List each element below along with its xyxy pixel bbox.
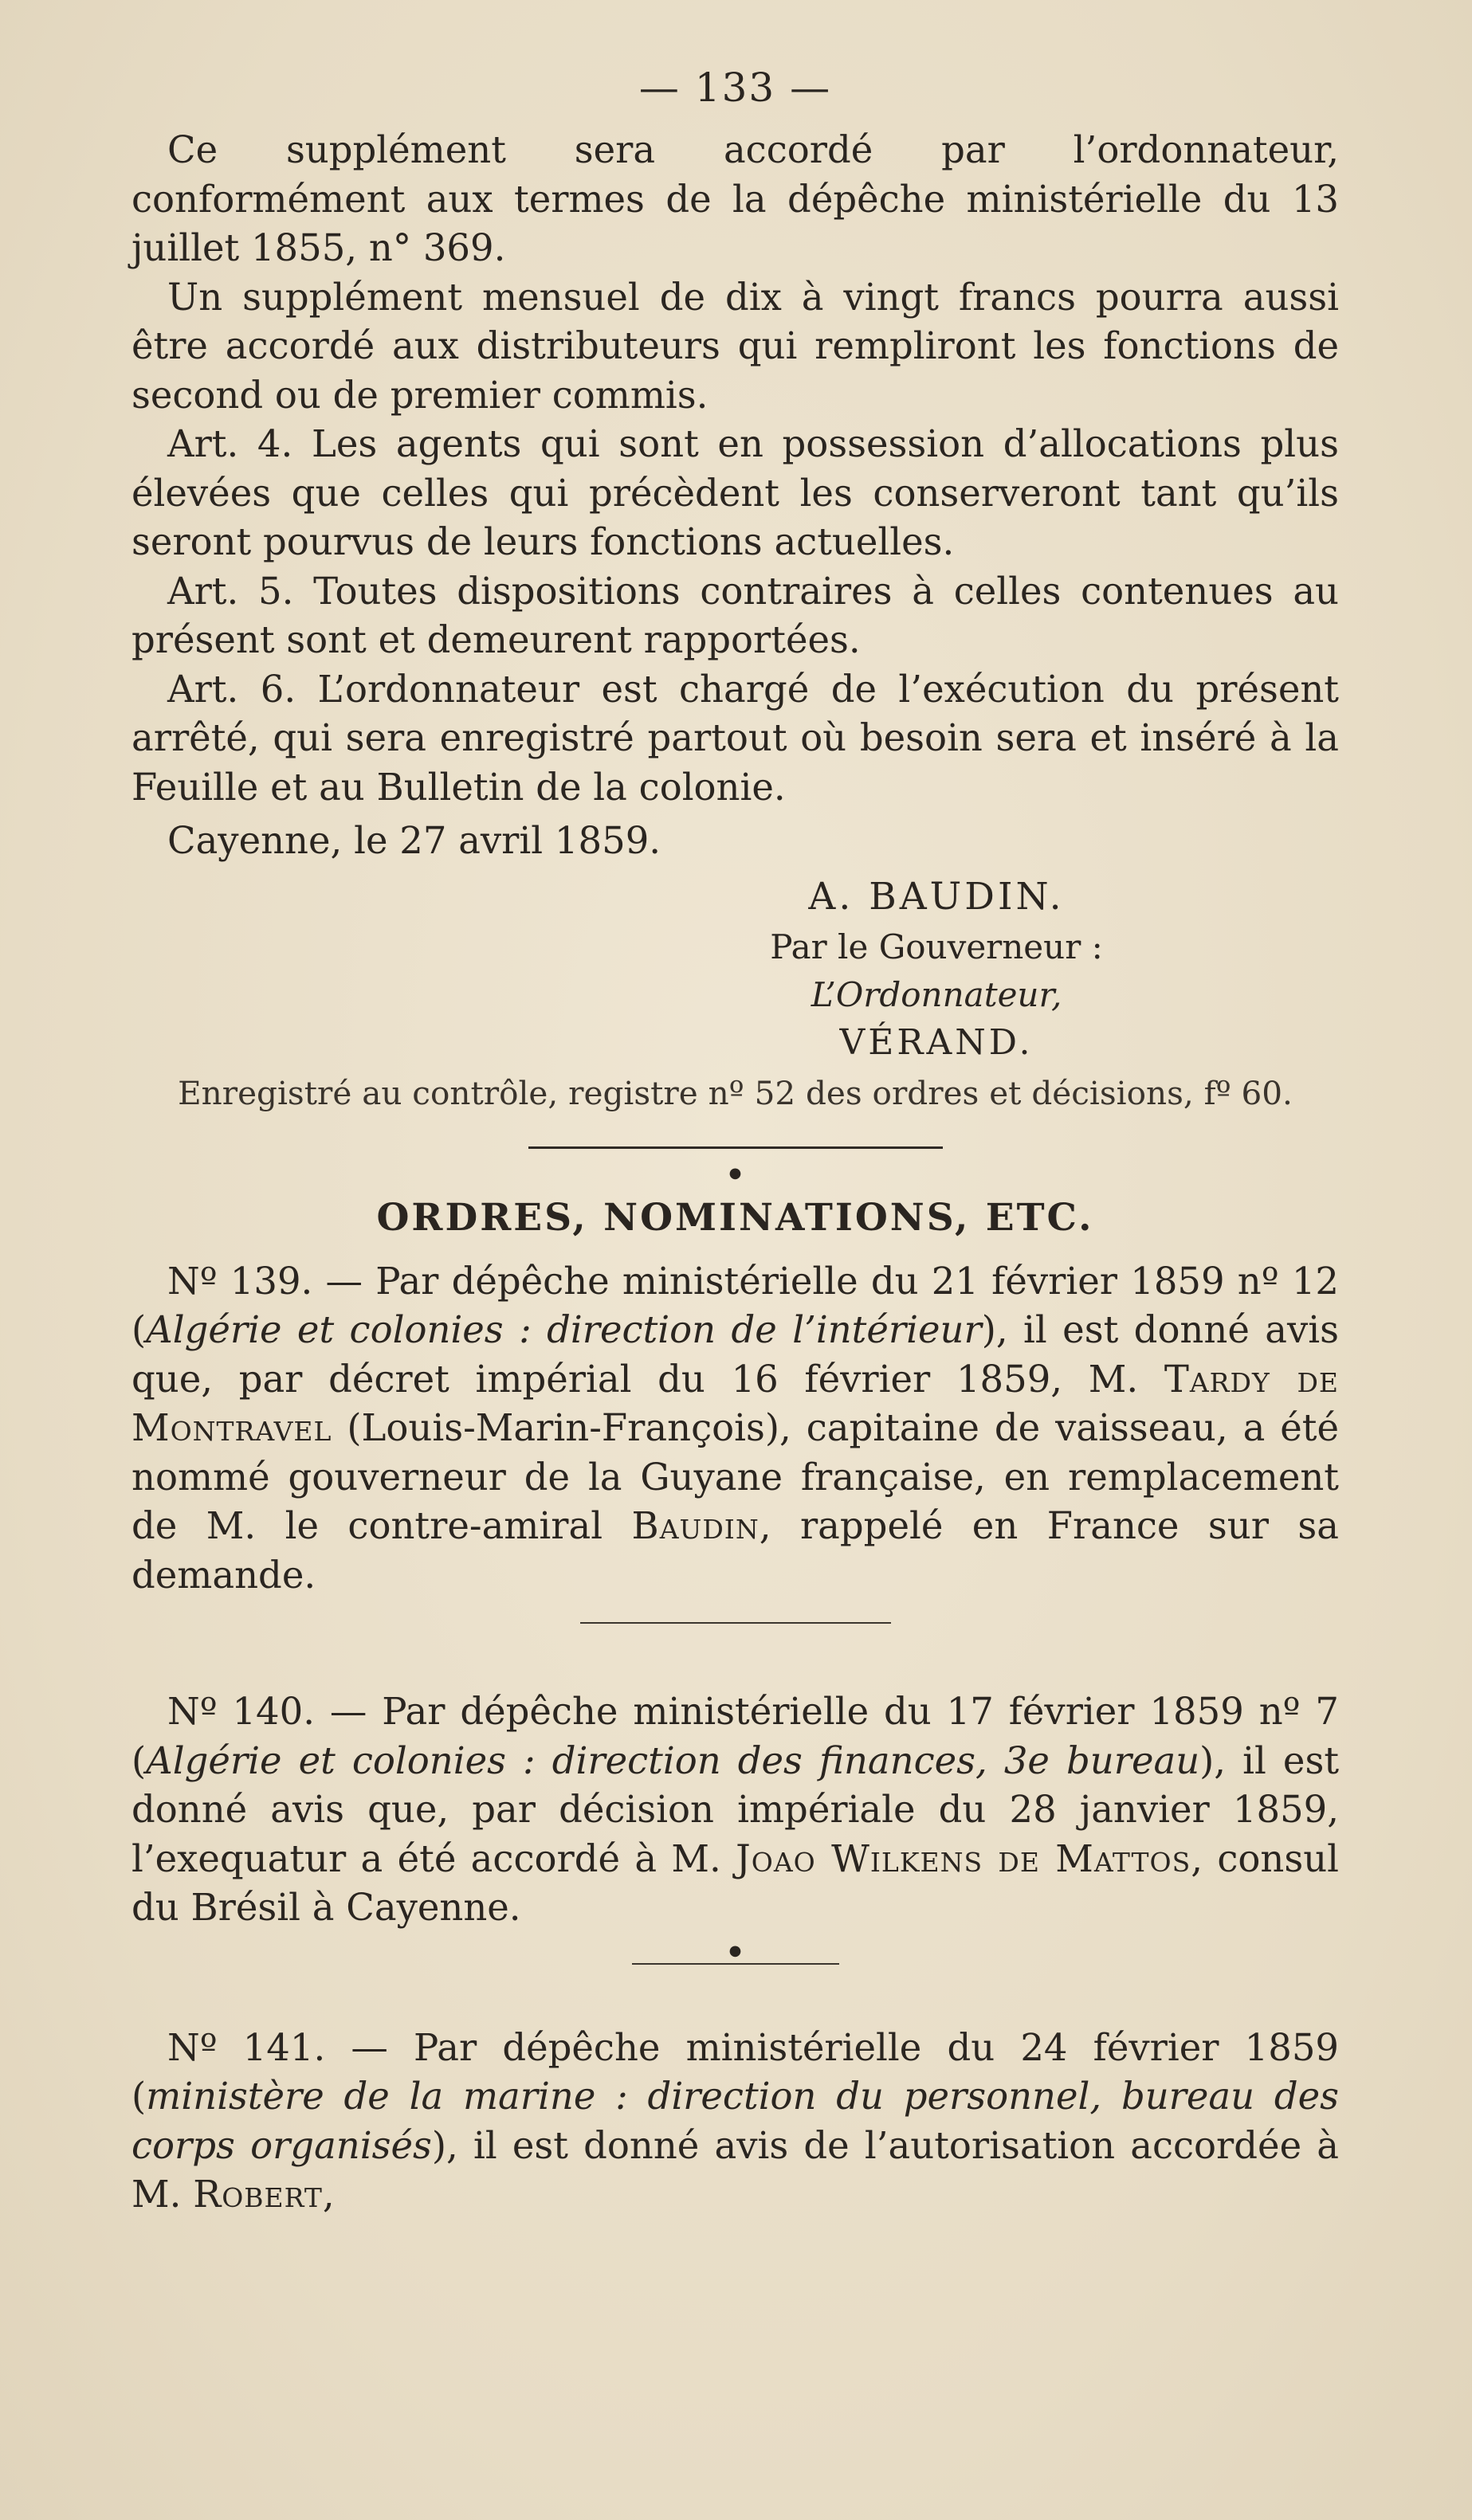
signatory-verand: VÉRAND. bbox=[839, 1021, 1034, 1063]
paragraph-supplement-ordonnateur: Ce supplément sera accordé par l’ordonnateur, conformément aux termes de la dépêche ministérielle du 13 juillet 1855, n° 369. bbox=[131, 128, 1339, 269]
ornament-dot: ● bbox=[728, 1164, 742, 1182]
entry-141-end: , bbox=[322, 2173, 335, 2216]
entry-140-end: , consul du Brésil à Cayenne. bbox=[131, 1836, 1340, 1929]
entry-divider-140 bbox=[632, 1963, 839, 1965]
paragraph-article-6: Art. 6. L’ordonnateur est chargé de l’exécution du présent arrêté, qui sera enregistré partout où besoin sera et inséré à la Feuille et au Bulletin de la colonie. bbox=[131, 667, 1339, 809]
entry-divider-139 bbox=[580, 1622, 891, 1624]
entry-139-name-tardy: Tardy de Montravel bbox=[131, 1357, 1339, 1449]
entry-140 bbox=[131, 1687, 1339, 1933]
entry-139-department: Algérie et colonies : direction de l’intérieur bbox=[146, 1308, 982, 1351]
paragraph-article-5: Art. 5. Toutes dispositions contraires à celles contenues au présent sont et demeurent rapportées. bbox=[131, 569, 1339, 661]
signature-block bbox=[657, 871, 1215, 1067]
entry-139-rest: (Louis-Marin-François), capitaine de vaisseau, a été nommé gouverneur de la Guyane française, en remplacement de M. le contre-amiral bbox=[131, 1406, 1339, 1547]
page-number: — 133 — bbox=[638, 65, 832, 111]
entry-139-mid: ), il est donné avis que, par décret impérial du 16 février 1859, M. bbox=[131, 1308, 1339, 1401]
by-governor-line: Par le Gouverneur : bbox=[770, 927, 1103, 966]
entry-139-name-baudin: Baudin bbox=[631, 1504, 760, 1547]
ordonnateur-line: L’Ordonnateur, bbox=[811, 974, 1062, 1014]
entry-139-end: , rappelé en France sur sa demande. bbox=[131, 1504, 1339, 1597]
entry-141 bbox=[131, 2024, 1339, 2220]
entry-139-lead: Nº 139. — Par dépêche ministérielle du 21 février 1859 nº 12 ( bbox=[131, 1259, 1339, 1351]
section-divider bbox=[528, 1146, 943, 1149]
place-and-date: Cayenne, le 27 avril 1859. bbox=[167, 819, 661, 862]
entry-139 bbox=[131, 1257, 1339, 1601]
page-content bbox=[131, 56, 1339, 2220]
signatory-baudin: A. BAUDIN. bbox=[808, 874, 1065, 919]
paragraph-supplement-distributeurs: Un supplément mensuel de dix à vingt francs pourra aussi être accordé aux distributeurs qui rempliront les fonctions de second ou de premier commis. bbox=[131, 275, 1339, 417]
registry-note: Enregistré au contrôle, registre nº 52 des ordres et décisions, fº 60. bbox=[178, 1073, 1293, 1112]
entry-140-name-mattos: Joao Wilkens de Mattos bbox=[736, 1836, 1191, 1880]
entry-140-department: Algérie et colonies : direction des finances, 3e bureau bbox=[146, 1738, 1200, 1782]
entry-140-lead: Nº 140. — Par dépêche ministérielle du 17 février 1859 nº 7 ( bbox=[131, 1690, 1339, 1782]
entry-141-department: ministère de la marine : direction du personnel, bureau des corps organisés bbox=[131, 2075, 1339, 2167]
entry-140-mid: ), il est donné avis que, par décision impériale du 28 janvier 1859, l’exequatur a été accordé à M. bbox=[131, 1738, 1339, 1880]
entry-141-mid: ), il est donné avis de l’autorisation accordée à M. bbox=[131, 2123, 1339, 2216]
entry-141-name-robert: Robert bbox=[193, 2173, 323, 2216]
section-title: ORDRES, NOMINATIONS, ETC. bbox=[376, 1195, 1094, 1240]
paragraph-article-4: Art. 4. Les agents qui sont en possession d’allocations plus élevées que celles qui précèdent les conserveront tant qu’ils seront pourvus de leurs fonctions actuelles. bbox=[131, 422, 1339, 563]
ornament-dot-2: ● bbox=[728, 1942, 742, 1959]
entry-141-lead: Nº 141. — Par dépêche ministérielle du 24 février 1859 ( bbox=[131, 2025, 1339, 2118]
